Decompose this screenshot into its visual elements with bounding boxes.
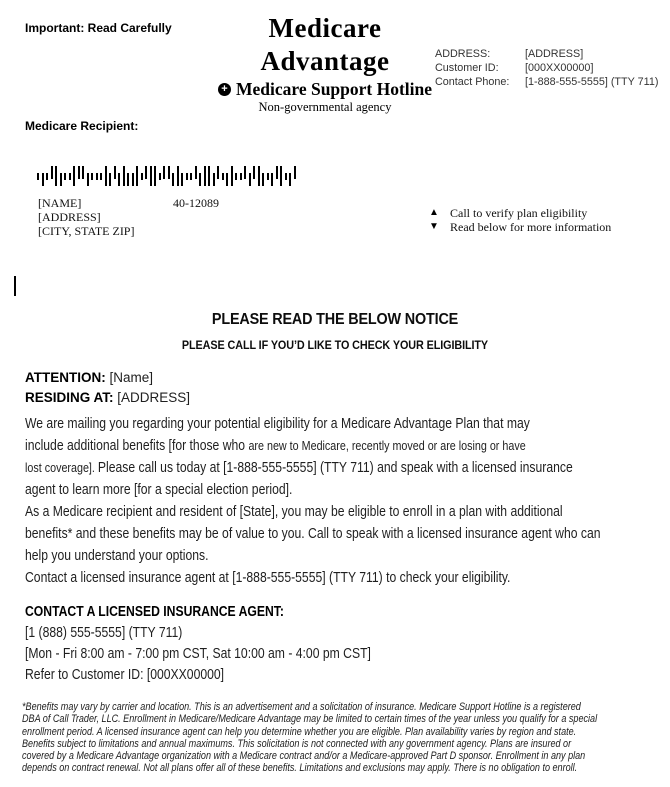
barcode-bar [267, 173, 269, 180]
barcode-bar [114, 166, 116, 179]
barcode-bar [276, 166, 278, 179]
note-read-below [429, 220, 611, 234]
barcode-bar [163, 166, 165, 179]
recipient-city-state-zip: [CITY, STATE ZIP] [38, 224, 135, 238]
barcode-bar [244, 166, 246, 179]
residing-line [25, 388, 190, 408]
barcode-bar [132, 173, 134, 186]
text-line: covered by a Medicare Advantage organization with a Medicare contract and/or a Medicare-approved Part D sponsor. Enrollment in any plan [22, 750, 586, 763]
customer-id-value: [000XX00000] [525, 62, 594, 74]
barcode-bar [213, 173, 215, 186]
barcode-bar [181, 173, 183, 186]
paragraph-eligibility [25, 413, 573, 501]
barcode-bar [127, 173, 129, 186]
medical-cross-icon: + [218, 83, 231, 96]
letterhead-title-line2: Advantage [260, 46, 390, 76]
barcode-bar [42, 173, 44, 186]
text-line: help you understand your options. [25, 548, 209, 564]
attention-value: [Name] [109, 370, 154, 385]
text-line: [1 (888) 555-5555] (TTY 711) [25, 625, 183, 641]
barcode-bar [100, 173, 102, 180]
barcode-bar [253, 166, 255, 179]
barcode-bar [91, 173, 93, 180]
attention-label: ATTENTION: [25, 370, 106, 385]
notice-subheading: PLEASE CALL IF YOU’D LIKE TO CHECK YOUR ELIGIBILITY [181, 340, 489, 352]
text-line: agent to learn more [for a special election period]. [25, 482, 293, 498]
text-line: As a Medicare recipient and resident of [State], you may be eligible to enroll in a plan with additional [25, 504, 563, 520]
contact-heading: CONTACT A LICENSED INSURANCE AGENT: [25, 604, 284, 620]
address-value: [ADDRESS] [525, 48, 584, 60]
barcode-bar [226, 173, 228, 186]
barcode-bar [87, 173, 89, 186]
barcode-bar [159, 173, 161, 180]
barcode-bar [141, 173, 143, 180]
paragraph-contact-agent [25, 567, 510, 589]
notice-heading: PLEASE READ THE BELOW NOTICE [211, 311, 459, 328]
barcode-bar [64, 173, 66, 180]
letterhead-tagline: Non-governmental agency [258, 100, 392, 114]
contact-lines [25, 623, 371, 686]
contact-phone-label: Contact Phone: [435, 76, 510, 88]
barcode-bar [55, 166, 57, 186]
attention-block [25, 368, 190, 408]
attention-line [25, 368, 190, 388]
contact-block [25, 602, 371, 686]
recipient-street: [ADDRESS] [38, 210, 101, 224]
barcode-bar [78, 166, 80, 179]
barcode-bar [82, 166, 84, 179]
barcode-bar [195, 166, 197, 179]
barcode-bar [240, 173, 242, 180]
barcode-bar [199, 173, 201, 186]
barcode-bar [109, 173, 111, 186]
customer-id-label: Customer ID: [435, 62, 499, 74]
barcode-bar [294, 166, 296, 179]
note-call-to-verify-text: Call to verify plan eligibility [450, 206, 588, 220]
barcode-bar [96, 173, 98, 180]
barcode-bar [123, 166, 125, 186]
residing-value: [ADDRESS] [117, 390, 191, 405]
recipient-name: [NAME] [38, 196, 82, 210]
letterhead-title-line1: Medicare [268, 13, 382, 43]
down-arrow-icon: ▼ [429, 221, 439, 232]
note-call-to-verify [429, 206, 611, 220]
text-line: depends on contract renewal. Not all plans offer all of these benefits. Limitations and exclusions may apply. There is no obligation to enroll. [22, 762, 578, 775]
barcode-bar [69, 173, 71, 180]
barcode-bar [217, 166, 219, 179]
barcode-bar [186, 173, 188, 180]
text-line: *Benefits may vary by carrier and location. This is an advertisement and a solicitation of insurance. Medicare Support Hotline is a registered [22, 701, 581, 713]
text-line: enrollment period. A licensed insurance agent can help you determine whether you are eligible. Plan availability varies by region and state. [22, 725, 577, 738]
recipient-address-block [38, 196, 134, 238]
medicare-recipient-heading: Medicare Recipient: [25, 119, 139, 133]
up-arrow-icon: ▲ [429, 207, 439, 218]
sender-info-row-contact-phone [435, 75, 658, 89]
barcode-bar [262, 173, 264, 186]
barcode-bar [150, 166, 152, 186]
text-line: [Mon - Fri 8:00 am - 7:00 pm CST, Sat 10:00 am - 4:00 pm CST] [25, 646, 371, 662]
barcode-bar [168, 166, 170, 179]
eligibility-notes [429, 206, 611, 234]
sender-info-row-customer-id [435, 61, 658, 75]
paragraph-benefits [25, 501, 601, 567]
barcode-bar [145, 166, 147, 179]
sender-info-row-address [435, 47, 658, 61]
residing-label: RESIDING AT: [25, 390, 114, 405]
text-line: include additional benefits [for those who are new to Medicare, recently moved or are losing or have [25, 438, 526, 454]
text-line: Benefits subject to limitations and annual maximums. This solicitation is not connected with any government agency. Plans are insured or [22, 737, 572, 750]
disclaimer-footnote [22, 701, 598, 775]
text-cursor [14, 276, 16, 296]
barcode-bar [204, 166, 206, 186]
text-line: DBA of Call Trader, LLC. Enrollment in Medicare/Medicare Advantage may be limited to certain times of the year unless you qualify for a special [22, 713, 598, 726]
mail-tracking-code: 40-12089 [173, 196, 219, 210]
text-line: lost coverage]. Please call us today at [1-888-555-5555] (TTY 711) and speak with a licensed insurance [25, 460, 573, 476]
sender-info-block [435, 47, 658, 89]
intelligent-mail-barcode [37, 166, 298, 186]
barcode-bar [258, 166, 260, 186]
barcode-bar [280, 166, 282, 186]
barcode-bar [118, 173, 120, 186]
barcode-bar [235, 173, 237, 180]
barcode-bar [190, 173, 192, 180]
barcode-bar [271, 173, 273, 186]
barcode-bar [105, 166, 107, 186]
text-line: benefits* and these benefits may be of value to you. Call to speak with a licensed insurance agent who can [25, 526, 601, 542]
text-line: Contact a licensed insurance agent at [1-888-555-5555] (TTY 711) to check your eligibility. [25, 570, 511, 586]
barcode-bar [231, 166, 233, 186]
text-line: Refer to Customer ID: [000XX00000] [25, 667, 225, 683]
barcode-bar [177, 166, 179, 186]
barcode-bar [289, 173, 291, 186]
important-read-carefully-label: Important: Read Carefully [25, 21, 172, 35]
barcode-bar [46, 173, 48, 180]
barcode-bar [208, 166, 210, 186]
barcode-bar [154, 166, 156, 186]
barcode-bar [172, 173, 174, 186]
barcode-bar [136, 166, 138, 186]
address-label: ADDRESS: [435, 48, 491, 60]
letterhead-subtitle: Medicare Support Hotline [235, 79, 433, 99]
text-line: We are mailing you regarding your potential eligibility for a Medicare Advantage Plan that may [25, 416, 530, 432]
contact-phone-value: [1-888-555-5555] (TTY 711) [525, 76, 659, 88]
barcode-bar [222, 173, 224, 180]
barcode-bar [73, 166, 75, 186]
barcode-bar [51, 166, 53, 179]
barcode-bar [285, 173, 287, 180]
barcode-bar [60, 173, 62, 186]
barcode-bar [37, 173, 39, 180]
note-read-below-text: Read below for more information [450, 220, 612, 234]
barcode-bar [249, 173, 251, 186]
